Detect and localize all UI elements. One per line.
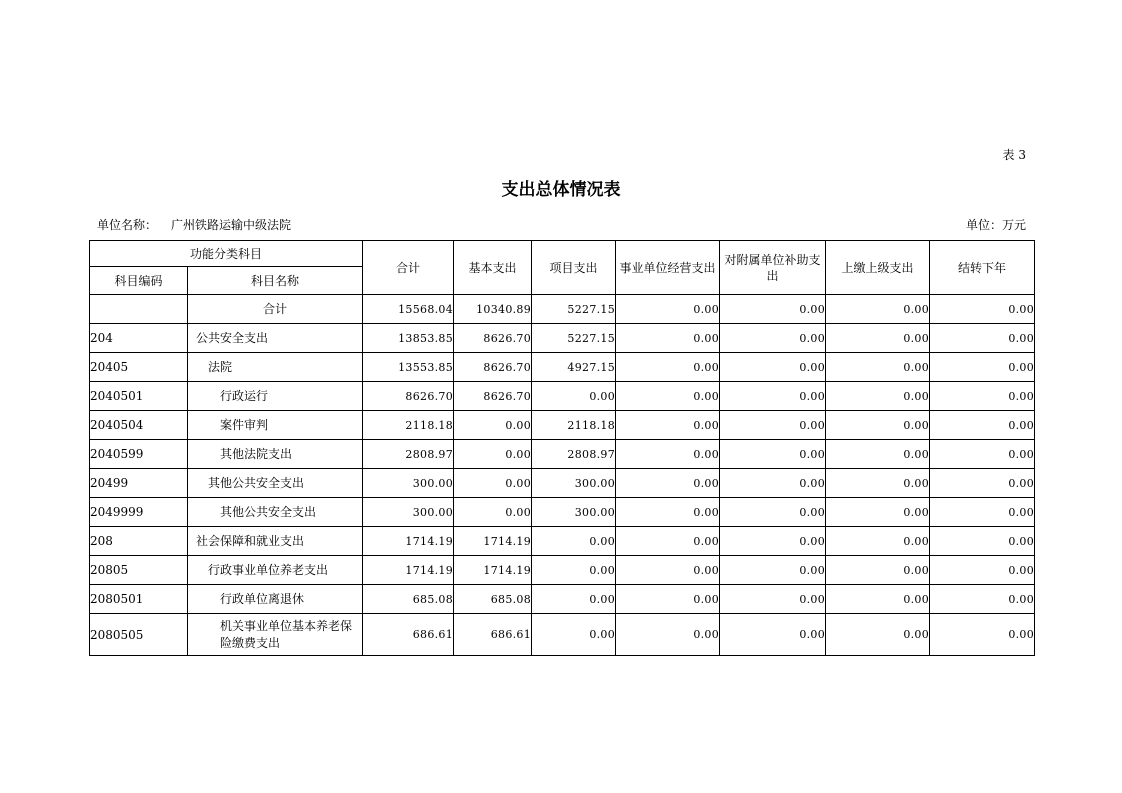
subject-name-cell: 行政运行 — [188, 382, 363, 411]
carryover-cell: 0.00 — [930, 527, 1035, 556]
subject-code-cell: 2080501 — [90, 585, 188, 614]
total-cell: 2808.97 — [363, 440, 454, 469]
header-function-classification: 功能分类科目 — [90, 241, 363, 267]
header-subsidy: 对附属单位补助支出 — [720, 241, 826, 295]
total-cell: 1714.19 — [363, 556, 454, 585]
header-project: 项目支出 — [532, 241, 616, 295]
table-number: 表 3 — [1002, 148, 1026, 162]
subject-name-cell: 机关事业单位基本养老保险缴费支出 — [188, 614, 363, 656]
subsidy-cell: 0.00 — [720, 498, 826, 527]
carryover-cell: 0.00 — [930, 324, 1035, 353]
subsidy-cell: 0.00 — [720, 382, 826, 411]
header-row-top — [90, 241, 1035, 267]
carryover-cell: 0.00 — [930, 498, 1035, 527]
project-cell: 0.00 — [532, 614, 616, 656]
subject-code-cell: 2049999 — [90, 498, 188, 527]
header-total: 合计 — [363, 241, 454, 295]
carryover-cell: 0.00 — [930, 614, 1035, 656]
business-cell: 0.00 — [616, 324, 720, 353]
table-row — [90, 353, 1035, 382]
subject-name-cell: 法院 — [188, 353, 363, 382]
subject-code-cell: 204 — [90, 324, 188, 353]
subject-name-cell: 案件审判 — [188, 411, 363, 440]
subject-code-cell: 20405 — [90, 353, 188, 382]
higher-cell: 0.00 — [826, 614, 930, 656]
project-cell: 0.00 — [532, 556, 616, 585]
table-row — [90, 440, 1035, 469]
business-cell: 0.00 — [616, 585, 720, 614]
business-cell: 0.00 — [616, 295, 720, 324]
subsidy-cell: 0.00 — [720, 440, 826, 469]
project-cell: 0.00 — [532, 585, 616, 614]
higher-cell: 0.00 — [826, 498, 930, 527]
basic-cell: 686.61 — [454, 614, 532, 656]
subsidy-cell: 0.00 — [720, 614, 826, 656]
business-cell: 0.00 — [616, 411, 720, 440]
higher-cell: 0.00 — [826, 440, 930, 469]
project-cell: 0.00 — [532, 527, 616, 556]
project-cell: 300.00 — [532, 498, 616, 527]
project-cell: 5227.15 — [532, 324, 616, 353]
business-cell: 0.00 — [616, 498, 720, 527]
business-cell: 0.00 — [616, 382, 720, 411]
subject-name-cell: 其他法院支出 — [188, 440, 363, 469]
total-cell: 686.61 — [363, 614, 454, 656]
carryover-cell: 0.00 — [930, 295, 1035, 324]
subsidy-cell: 0.00 — [720, 295, 826, 324]
total-cell: 2118.18 — [363, 411, 454, 440]
unit-name-label: 单位名称： — [97, 218, 158, 232]
table-row — [90, 324, 1035, 353]
total-cell: 13553.85 — [363, 353, 454, 382]
higher-cell: 0.00 — [826, 295, 930, 324]
table-row — [90, 614, 1035, 656]
total-cell: 1714.19 — [363, 527, 454, 556]
subject-name-cell: 公共安全支出 — [188, 324, 363, 353]
total-cell: 15568.04 — [363, 295, 454, 324]
basic-cell: 0.00 — [454, 411, 532, 440]
header-carryover: 结转下年 — [930, 241, 1035, 295]
basic-cell: 0.00 — [454, 469, 532, 498]
subsidy-cell: 0.00 — [720, 469, 826, 498]
subject-code-cell: 2080505 — [90, 614, 188, 656]
unit-name-value: 广州铁路运输中级法院 — [171, 218, 292, 232]
total-cell: 300.00 — [363, 498, 454, 527]
business-cell: 0.00 — [616, 527, 720, 556]
carryover-cell: 0.00 — [930, 382, 1035, 411]
page-title: 支出总体情况表 — [501, 180, 621, 200]
basic-cell: 8626.70 — [454, 324, 532, 353]
total-cell: 13853.85 — [363, 324, 454, 353]
subject-name-cell: 行政事业单位养老支出 — [188, 556, 363, 585]
carryover-cell: 0.00 — [930, 585, 1035, 614]
business-cell: 0.00 — [616, 556, 720, 585]
higher-cell: 0.00 — [826, 527, 930, 556]
subject-name-cell: 社会保障和就业支出 — [188, 527, 363, 556]
project-cell: 300.00 — [532, 469, 616, 498]
table-row — [90, 469, 1035, 498]
carryover-cell: 0.00 — [930, 411, 1035, 440]
header-higher: 上缴上级支出 — [826, 241, 930, 295]
subject-code-cell — [90, 295, 188, 324]
basic-cell: 8626.70 — [454, 382, 532, 411]
basic-cell: 685.08 — [454, 585, 532, 614]
basic-cell: 8626.70 — [454, 353, 532, 382]
subsidy-cell: 0.00 — [720, 411, 826, 440]
subject-code-cell: 20499 — [90, 469, 188, 498]
table-row — [90, 498, 1035, 527]
table-row — [90, 411, 1035, 440]
basic-cell: 1714.19 — [454, 556, 532, 585]
basic-cell: 1714.19 — [454, 527, 532, 556]
basic-cell: 10340.89 — [454, 295, 532, 324]
business-cell: 0.00 — [616, 440, 720, 469]
project-cell: 2118.18 — [532, 411, 616, 440]
subject-code-cell: 208 — [90, 527, 188, 556]
table-row — [90, 382, 1035, 411]
header-business: 事业单位经营支出 — [616, 241, 720, 295]
project-cell: 2808.97 — [532, 440, 616, 469]
basic-cell: 0.00 — [454, 440, 532, 469]
total-cell: 300.00 — [363, 469, 454, 498]
total-cell: 685.08 — [363, 585, 454, 614]
carryover-cell: 0.00 — [930, 469, 1035, 498]
higher-cell: 0.00 — [826, 353, 930, 382]
header-subject-code: 科目编码 — [90, 267, 188, 295]
header-subject-name: 科目名称 — [188, 267, 363, 295]
subject-code-cell: 2040504 — [90, 411, 188, 440]
subsidy-cell: 0.00 — [720, 585, 826, 614]
subsidy-cell: 0.00 — [720, 353, 826, 382]
subject-name-cell: 行政单位离退休 — [188, 585, 363, 614]
carryover-cell: 0.00 — [930, 440, 1035, 469]
higher-cell: 0.00 — [826, 411, 930, 440]
carryover-cell: 0.00 — [930, 556, 1035, 585]
subsidy-cell: 0.00 — [720, 527, 826, 556]
subject-code-cell: 20805 — [90, 556, 188, 585]
project-cell: 4927.15 — [532, 353, 616, 382]
business-cell: 0.00 — [616, 614, 720, 656]
expenditure-table — [89, 240, 1035, 656]
higher-cell: 0.00 — [826, 324, 930, 353]
table-row — [90, 556, 1035, 585]
currency-unit: 单位：万元 — [965, 218, 1026, 232]
subject-name-cell: 合计 — [188, 295, 363, 324]
unit-name-group — [97, 217, 291, 233]
business-cell: 0.00 — [616, 353, 720, 382]
business-cell: 0.00 — [616, 469, 720, 498]
table-row — [90, 295, 1035, 324]
subject-code-cell: 2040599 — [90, 440, 188, 469]
project-cell: 5227.15 — [532, 295, 616, 324]
header-basic: 基本支出 — [454, 241, 532, 295]
subject-name-cell: 其他公共安全支出 — [188, 469, 363, 498]
higher-cell: 0.00 — [826, 469, 930, 498]
table-row — [90, 527, 1035, 556]
subsidy-cell: 0.00 — [720, 324, 826, 353]
basic-cell: 0.00 — [454, 498, 532, 527]
subject-name-cell: 其他公共安全支出 — [188, 498, 363, 527]
total-cell: 8626.70 — [363, 382, 454, 411]
project-cell: 0.00 — [532, 382, 616, 411]
higher-cell: 0.00 — [826, 556, 930, 585]
table-row — [90, 585, 1035, 614]
carryover-cell: 0.00 — [930, 353, 1035, 382]
subject-code-cell: 2040501 — [90, 382, 188, 411]
subsidy-cell: 0.00 — [720, 556, 826, 585]
higher-cell: 0.00 — [826, 585, 930, 614]
higher-cell: 0.00 — [826, 382, 930, 411]
